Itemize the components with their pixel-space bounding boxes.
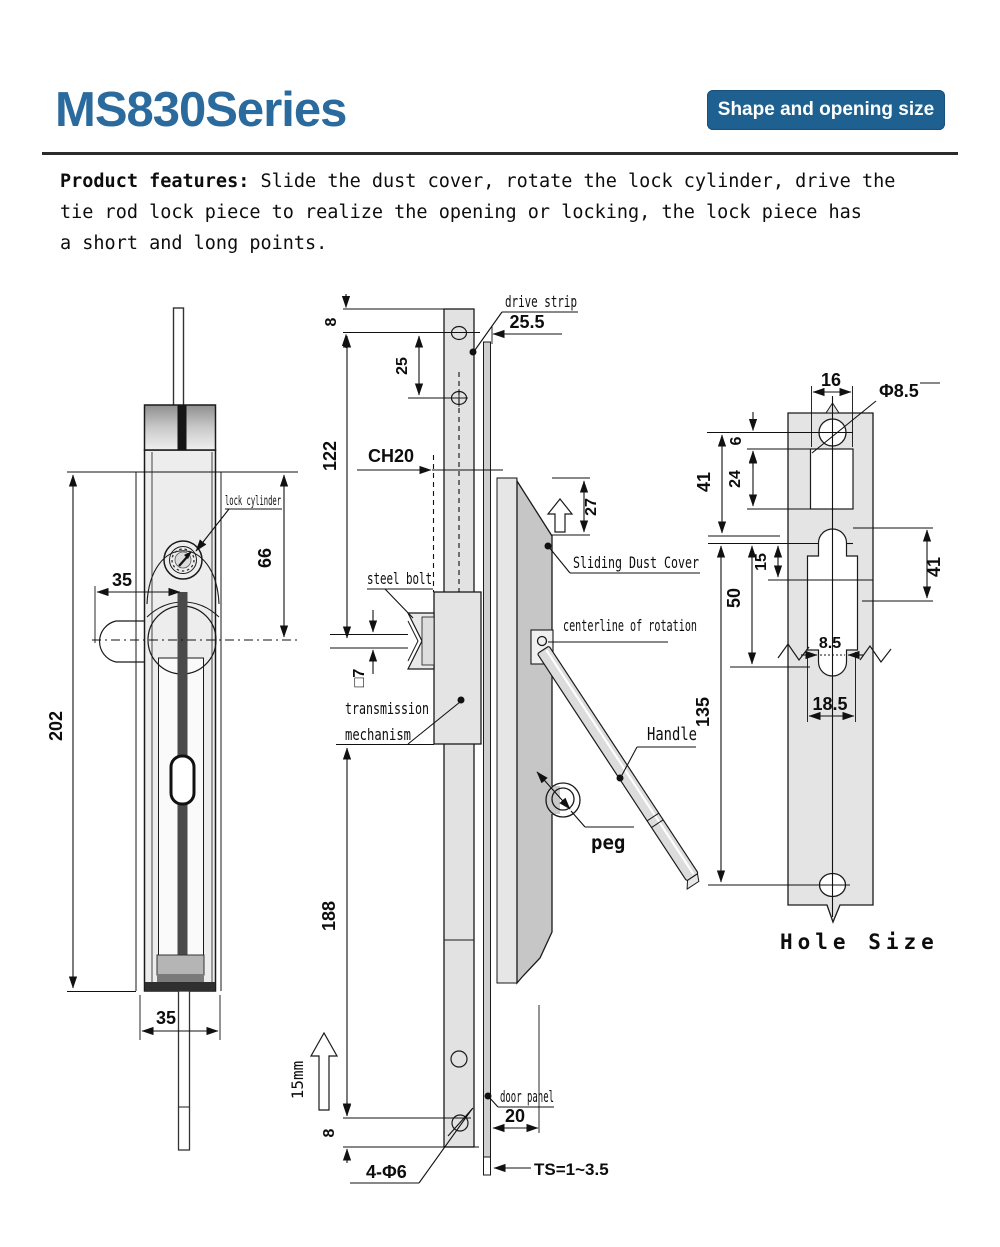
front-dim-35-top: 35 <box>111 570 133 590</box>
hole-size-caption: Hole Size <box>780 930 939 954</box>
handle-grip <box>100 621 145 662</box>
travel-15mm-label: 15mm <box>288 1060 307 1100</box>
steel-bolt <box>330 613 434 669</box>
hole-dim-85: 8.5 <box>818 635 842 652</box>
hole-dim-15: 15 <box>753 553 770 571</box>
door-panel <box>484 342 491 1157</box>
sliding-dust-cover-label: Sliding Dust Cover <box>573 553 700 572</box>
features-line2: tie rod lock piece to realize the opening or locking, the lock piece has <box>60 202 862 223</box>
side-dim-8-top: 8 <box>323 317 340 327</box>
features-label: Product features: <box>60 171 250 192</box>
rect-cutout <box>811 449 854 509</box>
centerline-label: centerline of rotation <box>563 616 697 635</box>
side-dim-8-bottom: 8 <box>321 1128 338 1138</box>
side-view-drawing <box>288 292 702 1183</box>
lock-cylinder-label: lock cylinder <box>225 494 282 509</box>
steel-bolt-label: steel bolt <box>367 569 432 588</box>
section-badge-label: Shape and opening size <box>717 99 935 120</box>
lock-cylinder <box>164 541 202 579</box>
side-dim-25: 25 <box>394 357 411 375</box>
page-title: MS830Series <box>55 83 347 137</box>
hole-dim-16: 16 <box>820 370 842 390</box>
transmission-label-2: mechanism <box>345 725 411 744</box>
transmission-label-1: transmission <box>345 699 429 718</box>
slide-up-arrow-icon <box>548 499 572 532</box>
side-dim-27: 27 <box>583 498 600 516</box>
transmission-block <box>434 592 481 744</box>
ts-label: TS=1~3.5 <box>534 1160 609 1179</box>
side-dim-25-5: 25.5 <box>509 312 545 332</box>
features-line1: Slide the dust cover, rotate the lock cylinder, drive the <box>249 171 896 192</box>
4-phi6-label: 4-Φ6 <box>366 1162 407 1182</box>
hole-dim-41-left: 41 <box>694 471 714 493</box>
features-line3: a short and long points. <box>60 233 328 254</box>
front-dim-202: 202 <box>46 710 66 742</box>
hole-size-drawing <box>693 370 944 954</box>
drive-strip-label: drive strip <box>505 292 577 311</box>
front-view-drawing <box>46 308 298 1150</box>
cover-base-plate <box>497 478 517 983</box>
side-dim-122: 122 <box>320 440 340 472</box>
hole-dim-41-right: 41 <box>924 556 944 578</box>
front-dim-35-bottom: 35 <box>155 1008 177 1028</box>
ch20-label: CH20 <box>368 446 415 466</box>
top-rod <box>174 308 184 406</box>
hole-dim-50: 50 <box>724 587 744 609</box>
side-dim-20: 20 <box>504 1106 526 1126</box>
sliding-dust-cover <box>517 481 552 983</box>
bottom-rod <box>179 991 190 1150</box>
front-dim-66: 66 <box>255 547 275 569</box>
peg-label: peg <box>591 832 626 854</box>
side-dim-square7: □7 <box>351 668 368 688</box>
hole-dim-135: 135 <box>693 696 713 728</box>
hole-dim-24: 24 <box>727 470 744 488</box>
handle-label: Handle <box>647 724 697 745</box>
door-panel-label: door panel <box>500 1087 554 1106</box>
travel-up-arrow-icon <box>311 1033 337 1110</box>
side-dim-188: 188 <box>319 900 339 932</box>
hole-dim-6: 6 <box>728 436 745 446</box>
oval-slot <box>171 756 194 804</box>
hole-dim-phi85: Φ8.5 <box>879 381 919 401</box>
hole-dim-185: 18.5 <box>812 694 848 714</box>
